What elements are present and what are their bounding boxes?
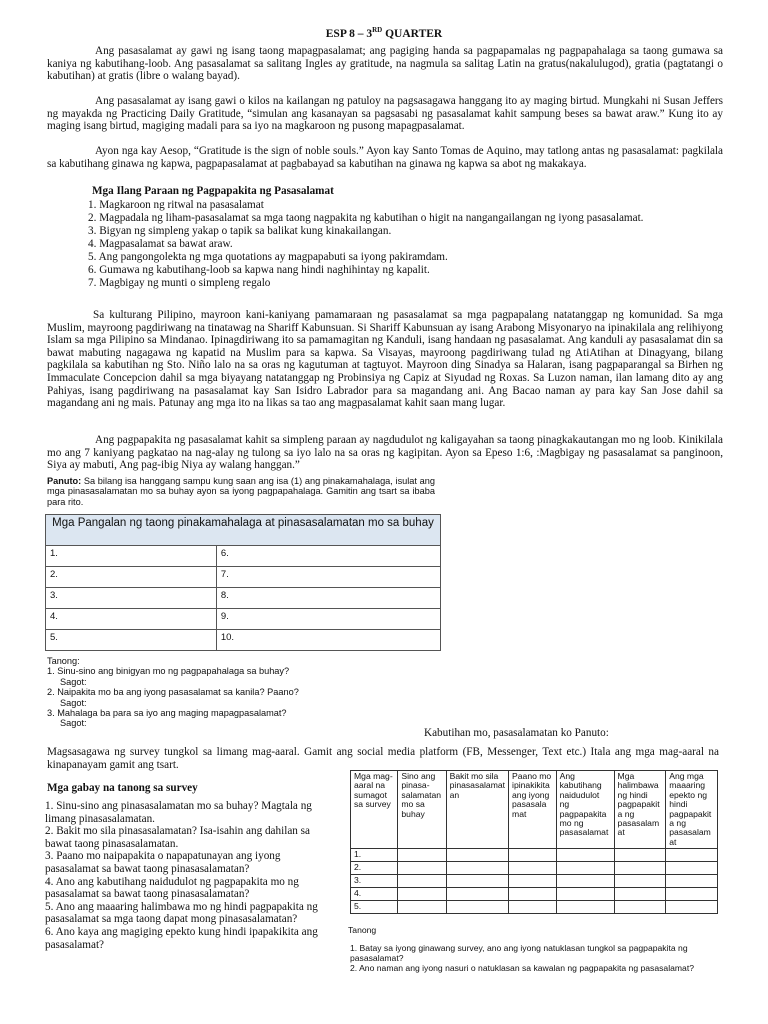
table-header: Mga mag-aaral na sumagot sa survey <box>351 771 398 849</box>
table-header: Ang kabutihang naidudulot ng pagpapakita mo ng pasasalamat <box>556 771 614 849</box>
question: 1. Sinu-sino ang binigyan mo ng pagpapahalaga sa buhay? <box>47 666 290 677</box>
ways-list <box>88 199 728 290</box>
list-item: 3. Paano mo naipapakita o napapatunayan ang iyong pasasalamat sa bawat taong pinasasalamatan? <box>45 850 281 875</box>
list-item: 3. Bigyan ng simpleng yakap o tapik sa balikat kung kinakailangan. <box>88 225 392 237</box>
list-item: 1. Magkaroon ng ritwal na pasasalamat <box>88 199 264 211</box>
panuto-instruction: Panuto: Sa bilang isa hanggang sampu kung saan ang isa (1) ang pinakamahalaga, isulat ang mga pinasasalamatan mo sa buhay ayon sa iyong pagpapahalaga. Gamitin ang tsart sa ibaba para rito. <box>47 476 435 507</box>
kabutihan-heading: Kabutihan mo, pasasalamatan ko Panuto: <box>424 727 609 739</box>
list-item: 5. Ang pangongolekta ng mga quotations ay magpapabuti sa iyong pakiramdam. <box>88 251 448 263</box>
table-cell[interactable]: 4. <box>351 888 398 901</box>
epeso-paragraph: Ang pagpapakita ng pasasalamat kahit sa simpleng paraan ay nagdudulot ng kaligayahan sa taong pinagkakautangan mo ng loob. Kinikilala mo ang 7 kaniyang pagkatao na nag-alay ng tulong sa iyo lalo na sa oras ng kagipitan. Ayon sa Epeso 1:6, :Magbigay ng pasasalamat sa panginoon, Siya ay mabuti, Ang pag-ibig Niya ay walang hanggan.” <box>47 434 723 472</box>
table-cell[interactable]: 6. <box>216 546 440 567</box>
list-item: 4. Magpasalamat sa bawat araw. <box>88 238 233 250</box>
question: 2. Ano naman ang iyong nasuri o natuklasan sa kawalan ng pagpapakita ng pasasalamat? <box>350 963 694 973</box>
question: 3. Mahalaga ba para sa iyo ang maging mapagpasalamat? <box>47 708 287 719</box>
table-header: Ang mga maaaring epekto ng hindi pagpapakit a ng pasasalam at <box>666 771 718 849</box>
table-header: Sino ang pinasa-salamatan mo sa buhay <box>398 771 446 849</box>
gabay-list <box>45 800 327 951</box>
table-header: Mga Pangalan ng taong pinakamahalaga at pinasasalamatan mo sa buhay <box>46 515 441 546</box>
answer-label: Sagot: <box>60 676 87 687</box>
intro-paragraph-2: Ang pasasalamat ay isang gawi o kilos na kailangan ng patuloy na pagsasagawa hanggang ito ay maging birtud. Mungkahi ni Susan Jeffers ng mayakda ng Practicing Daily Gratitude, “simulan ang kasanayan sa pagsasabi ng pasasalamat kahit sampung beses sa bawat araw.” Kung ito ay maging isang birtud, magiging madali para sa iyo na magkaroon ng pusong mapagpasalamat. <box>47 95 723 133</box>
list-item: 6. Gumawa ng kabutihang-loob sa kapwa nang hindi naghihintay ng kapalit. <box>88 264 430 276</box>
table-cell[interactable]: 7. <box>216 567 440 588</box>
survey-table <box>350 770 718 914</box>
tanong2-section: Tanong 1. Batay sa iyong ginawang survey, ano ang iyong natuklasan tungkol sa pagpapakita ng pasasalamat? 2. Ano naman ang iyong nasuri o natuklasan sa kawalan ng pagpapakita ng pasasalamat? <box>348 925 698 973</box>
table-header: Paano mo ipinakikita ang iyong pasasala mat <box>509 771 557 849</box>
table-cell[interactable]: 10. <box>216 630 440 651</box>
list-item: 7. Magbigay ng munti o simpleng regalo <box>88 277 271 289</box>
list-item: 5. Ano ang maaaring halimbawa mo ng hindi pagpapakita ng pasasalamat sa mga taong dapat mong pinasasalamatan? <box>45 900 318 926</box>
table-cell[interactable]: 2. <box>46 567 217 588</box>
ways-heading: Mga Ilang Paraan ng Pagpapakita ng Pasasalamat <box>92 185 334 197</box>
table-header: Bakit mo sila pinasasalamat an <box>446 771 508 849</box>
ranking-table <box>45 514 441 651</box>
answer-label: Sagot: <box>60 697 87 708</box>
table-header: Mga halimbawa ng hindi pagpapakit a ng pasasalam at <box>614 771 666 849</box>
intro-paragraph-3: Ayon nga kay Aesop, “Gratitude is the sign of noble souls.” Ayon kay Santo Tomas de Aquino, may tatlong antas ng pasasalamat: pagkilala sa kabutihang ginawa ng kapwa, pagpapasalamat at pagbabayad sa kabutihan na ginawa ng kapwa sa abot ng makakaya. <box>47 145 723 170</box>
intro-paragraph-1: Ang pasasalamat ay gawi ng isang taong mapagpasalamat; ang pagiging handa sa pagpapamalas ng pagpapahalaga sa taong gumawa sa kaniya ng kabutihang-loob. Ang pasasalamat sa salitang Ingles ay gratitude, na nagmula sa salitag Latin na gratus(nakalulugod), gratia (pagtatangi o kabutihan) at gratis (libre o walang bayad). <box>47 45 723 83</box>
table-cell[interactable]: 9. <box>216 609 440 630</box>
question: 1. Batay sa iyong ginawang survey, ano ang iyong natuklasan tungkol sa pagpapakita ng pasasalamat? <box>350 943 688 963</box>
gabay-heading: Mga gabay na tanong sa survey <box>47 782 198 794</box>
list-item: 6. Ano kaya ang magiging epekto kung hindi ipapakikita ang pasasalamat? <box>45 925 318 951</box>
table-cell[interactable]: 5. <box>46 630 217 651</box>
table-cell[interactable]: 5. <box>351 901 398 914</box>
tanong-section: Tanong: 1. Sinu-sino ang binigyan mo ng pagpapahalaga sa buhay? Sagot: 2. Naipakita mo ba ang iyong pasasalamat sa kanila? Paano? Sagot: 3. Mahalaga ba para sa iyo ang maging mapagpasalamat? Sagot: <box>47 656 447 729</box>
list-item: 2. Bakit mo sila pinasasalamatan? Isa-isahin ang dahilan sa bawat taong pinasasalamatan. <box>45 825 311 850</box>
table-cell[interactable]: 3. <box>351 875 398 888</box>
survey-instruction: Magsasagawa ng survey tungkol sa limang mag-aaral. Gamit ang social media platform (FB, Messenger, Text etc.) Itala ang mga mag-aaral na kinapanayam gamit ang tsart. <box>47 746 719 771</box>
list-item: 4. Ano ang kabutihang naidudulot ng pagpapakita mo ng pasasalamat sa bawat taong pinasasalamatan? <box>45 875 299 901</box>
answer-label: Sagot: <box>60 718 87 729</box>
table-cell[interactable]: 1. <box>46 546 217 567</box>
list-item: 1. Sinu-sino ang pinasasalamatan mo sa buhay? Magtala ng limang pinasasalamatan. <box>45 800 312 825</box>
table-cell[interactable]: 3. <box>46 588 217 609</box>
table-cell[interactable]: 4. <box>46 609 217 630</box>
table-cell[interactable]: 2. <box>351 862 398 875</box>
culture-paragraph: Sa kulturang Pilipino, mayroon kani-kaniyang pamamaraan ng pasasalamat sa mga pagpapalang natatanggap ng komunidad. Sa mga Muslim, mayroong pagdiriwang na tinatawag na Shariff Kabunsuan. Si Shariff Kabunsuan ay isang Arabong Misyonaryo na ipinakilala ang relihiyong Islam sa mga Pilipino sa Mindanao. Ipinagdiriwang ito sa pamamagitan ng Kanduli, isang handaan ng pasasalamat. Ang kanduli ay pasasalamat din sa bawat mabuting nagagawa ng kapatid na Muslim para sa kapwa. Sa Visayas, mayroong pagdiriwang tulad ng AtiAtihan at Dinagyang, bilang pagkilala sa kabutihan ng Sto. Niño lalo na sa oras ng kagutuman at tagtuyot. Mayroon ding Sinadya sa Halaran, isang pagpaparangal sa Birhen ng Immaculate Concepcion dahil sa mga biyayang natatanggap ng Probinsiya ng Capiz at Siyudad ng Roxas. Sa Luzon naman, ilan lamang dito ay ang Pahiyas, isang pagdiriwang na pasasalamat kay San Isidro Labrador para sa magandang ani. Ang Bacao naman ay para kay San Jose dahil sa magandang ani ng mais. Patunay ang mga ito na likas sa tao ang magpasalamat kahit saan mang lugar. <box>47 309 723 410</box>
table-cell[interactable]: 8. <box>216 588 440 609</box>
table-cell[interactable]: 1. <box>351 849 398 862</box>
page-title: ESP 8 – 3RD QUARTER <box>325 26 443 40</box>
question: 2. Naipakita mo ba ang iyong pasasalamat sa kanila? Paano? <box>47 687 299 698</box>
list-item: 2. Magpadala ng liham-pasasalamat sa mga taong nagpakita ng kabutihan o higit na nangangailangan ng iyong pasasalamat. <box>88 212 644 224</box>
